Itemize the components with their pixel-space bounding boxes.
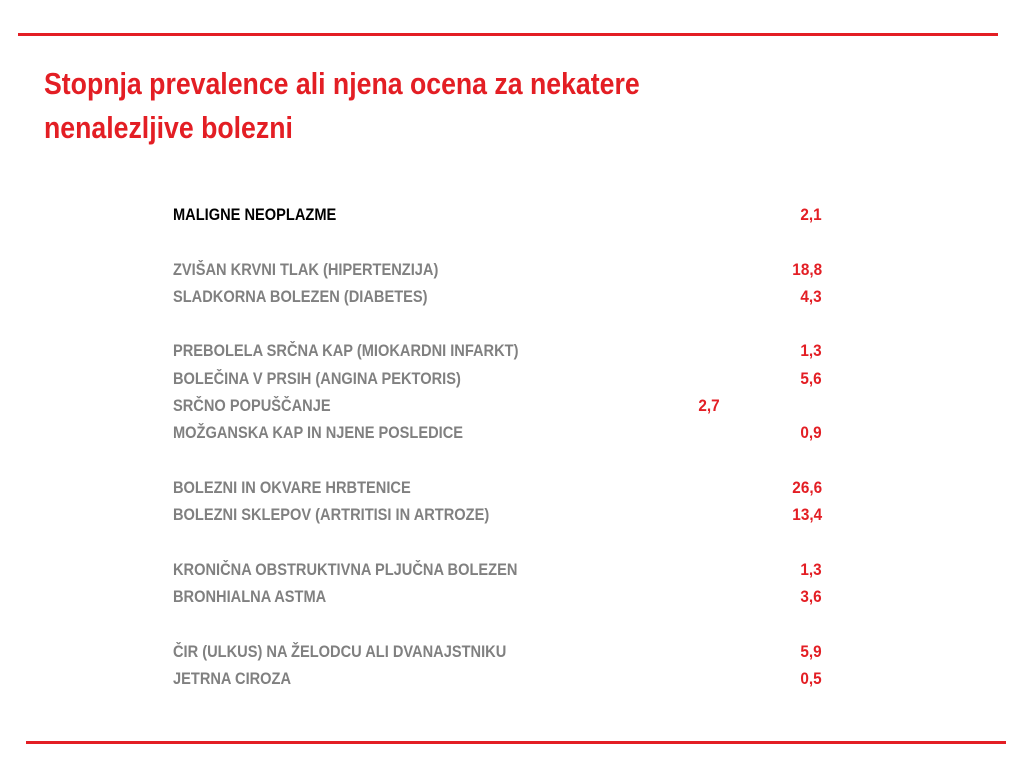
row-value: 26,6 xyxy=(792,477,822,497)
row-label: KRONIČNA OBSTRUKTIVNA PLJUČNA BOLEZEN xyxy=(173,559,518,579)
table-row xyxy=(173,666,833,693)
row-value: 5,9 xyxy=(800,641,822,661)
row-value: 1,3 xyxy=(800,341,822,361)
group-spacer xyxy=(173,448,833,475)
row-value: 13,4 xyxy=(792,505,822,525)
row-value: 2,1 xyxy=(800,205,822,224)
row-label: SRČNO POPUŠČANJE xyxy=(173,396,331,416)
row-label: ZVIŠAN KRVNI TLAK (HIPERTENZIJA) xyxy=(173,259,439,279)
row-value: 2,7 xyxy=(698,396,720,416)
table-row xyxy=(173,366,833,393)
row-value: 0,5 xyxy=(800,669,822,689)
row-value: 1,3 xyxy=(800,559,822,579)
group-spacer xyxy=(173,530,833,557)
table-row xyxy=(173,257,833,284)
table-row xyxy=(173,284,833,311)
row-value: 0,9 xyxy=(800,423,822,443)
table-row xyxy=(173,502,833,529)
row-label: SLADKORNA BOLEZEN (DIABETES) xyxy=(173,286,428,306)
group-spacer xyxy=(173,311,833,338)
table-row xyxy=(173,393,833,420)
table-row xyxy=(173,557,833,584)
row-label: BOLEZNI SKLEPOV (ARTRITISI IN ARTROZE) xyxy=(173,505,490,525)
group-spacer xyxy=(173,229,833,256)
prevalence-table xyxy=(173,202,833,693)
row-label: JETRNA CIROZA xyxy=(173,669,292,689)
slide-title-line-2: nenalezljive bolezni xyxy=(44,110,293,145)
row-label: BRONHIALNA ASTMA xyxy=(173,587,327,607)
top-divider xyxy=(18,33,998,36)
row-label: BOLEČINA V PRSIH (ANGINA PEKTORIS) xyxy=(173,368,461,388)
group-spacer xyxy=(173,611,833,638)
row-value: 3,6 xyxy=(800,587,822,607)
row-value: 5,6 xyxy=(800,368,822,388)
row-label: BOLEZNI IN OKVARE HRBTENICE xyxy=(173,477,411,497)
slide-title-line-1: Stopnja prevalence ali njena ocena za nekatere xyxy=(44,66,640,101)
table-row xyxy=(173,639,833,666)
row-label: MALIGNE NEOPLAZME xyxy=(173,205,337,224)
row-label: PREBOLELA SRČNA KAP (MIOKARDNI INFARKT) xyxy=(173,341,519,361)
row-label: MOŽGANSKA KAP IN NJENE POSLEDICE xyxy=(173,423,464,443)
bottom-divider xyxy=(26,741,1006,744)
table-row xyxy=(173,202,833,229)
table-row xyxy=(173,420,833,447)
table-row xyxy=(173,475,833,502)
row-value: 4,3 xyxy=(800,286,822,306)
slide-title xyxy=(44,62,818,150)
row-value: 18,8 xyxy=(792,259,822,279)
table-row xyxy=(173,338,833,365)
table-row xyxy=(173,584,833,611)
row-label: ČIR (ULKUS) NA ŽELODCU ALI DVANAJSTNIKU xyxy=(173,641,507,661)
